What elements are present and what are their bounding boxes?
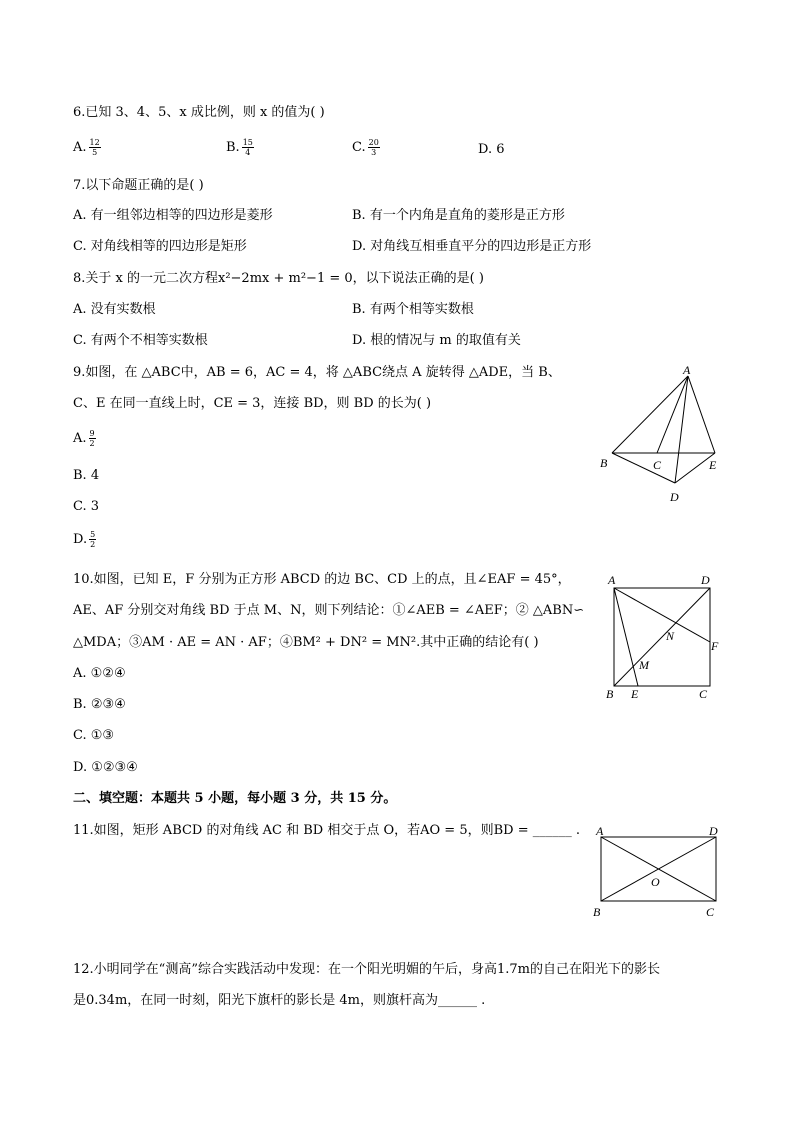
q6-stem: 6.已知 3、4、5、x 成比例，则 x 的值为( ) (73, 105, 325, 120)
q7-option-d: D. 对角线互相垂直平分的四边形是正方形 (352, 239, 592, 254)
q10-label-c: C (699, 687, 708, 701)
q11-label-a: A (596, 824, 604, 838)
q10-label-m: M (639, 658, 649, 672)
q9-label-c: C (653, 458, 662, 472)
q11-rectangle-figure (588, 822, 728, 922)
q9-option-d: D. $\frac{5}{2}$ (73, 530, 96, 549)
q11-label-d: D (709, 824, 718, 838)
q9-option-b: B. 4 (73, 468, 100, 483)
q8-option-c: C. 有两个不相等实数根 (73, 333, 208, 348)
q10-label-n: N (666, 629, 675, 643)
q6-option-a: A. $\frac{12}{5}$ (73, 138, 100, 157)
q6-option-c: C. $\frac{20}{3}$ (352, 138, 379, 157)
q9-label-d: D (670, 490, 679, 504)
q11-stem: 11.如图，矩形 ABCD 的对角线 AC 和 BD 相交于点 O，若AO = 5，则BD = ______ . (73, 823, 580, 838)
q10-stem-line3: △MDA；③AM · AE = AN · AF；④BM² + DN² = MN².其中正确的结论有( ) (73, 635, 539, 650)
q11-label-c: C (706, 905, 715, 919)
q10-option-b: B. ②③④ (73, 697, 126, 712)
q10-label-f: F (711, 639, 719, 653)
q6-option-b: B. $\frac{15}{4}$ (226, 138, 253, 157)
q10-option-d: D. ①②③④ (73, 760, 138, 775)
q10-label-b: B (606, 687, 614, 701)
q10-label-d: D (701, 573, 710, 587)
q8-stem: 8.关于 x 的一元二次方程x²−2mx + m²−1 = 0，以下说法正确的是( ) (73, 271, 484, 286)
q7-option-a: A. 有一组邻边相等的四边形是菱形 (73, 208, 273, 223)
q9-label-a: A (683, 363, 691, 377)
q12-stem-line1: 12.小明同学在“测高”综合实践活动中发现：在一个阳光明媚的午后，身高1.7m的自己在阳光下的影长 (73, 962, 660, 977)
q10-option-a: A. ①②④ (73, 666, 126, 681)
q9-stem-line2: C、E 在同一直线上时，CE = 3，连接 BD，则 BD 的长为( ) (73, 396, 432, 411)
q9-triangle-figure (595, 362, 735, 507)
section-2-heading: 二、填空题：本题共 5 小题，每小题 3 分，共 15 分。 (73, 791, 397, 806)
q8-option-b: B. 有两个相等实数根 (352, 302, 474, 317)
q9-option-a: A. $\frac{9}{2}$ (73, 429, 95, 448)
q12-stem-line2: 是0.34m，在同一时刻，阳光下旗杆的影长是 4m，则旗杆高为______ . (73, 993, 486, 1008)
q10-option-c: C. ①③ (73, 728, 115, 743)
q7-option-c: C. 对角线相等的四边形是矩形 (73, 239, 247, 254)
q10-square-figure (600, 570, 730, 705)
q10-label-e: E (631, 687, 639, 701)
q8-option-a: A. 没有实数根 (73, 302, 156, 317)
q9-label-b: B (600, 456, 608, 470)
q8-option-d: D. 根的情况与 m 的取值有关 (352, 333, 521, 348)
q10-stem-line1: 10.如图，已知 E，F 分别为正方形 ABCD 的边 BC、CD 上的点，且∠EAF = 45°， (73, 572, 571, 587)
q9-label-e: E (709, 458, 717, 472)
q9-option-c: C. 3 (73, 499, 100, 514)
q11-label-o: O (651, 875, 660, 889)
q7-option-b: B. 有一个内角是直角的菱形是正方形 (352, 208, 565, 223)
q6-option-d: D. 6 (478, 142, 505, 157)
q9-stem-line1: 9.如图，在 △ABC中，AB = 6，AC = 4，将 △ABC绕点 A 旋转得 △ADE，当 B、 (73, 365, 561, 380)
q11-label-b: B (593, 905, 601, 919)
q10-label-a: A (608, 573, 616, 587)
q7-stem: 7.以下命题正确的是( ) (73, 178, 204, 193)
q10-stem-line2: AE、AF 分别交对角线 BD 于点 M、N，则下列结论：①∠AEB = ∠AEF；② △ABN∽ (73, 603, 585, 618)
